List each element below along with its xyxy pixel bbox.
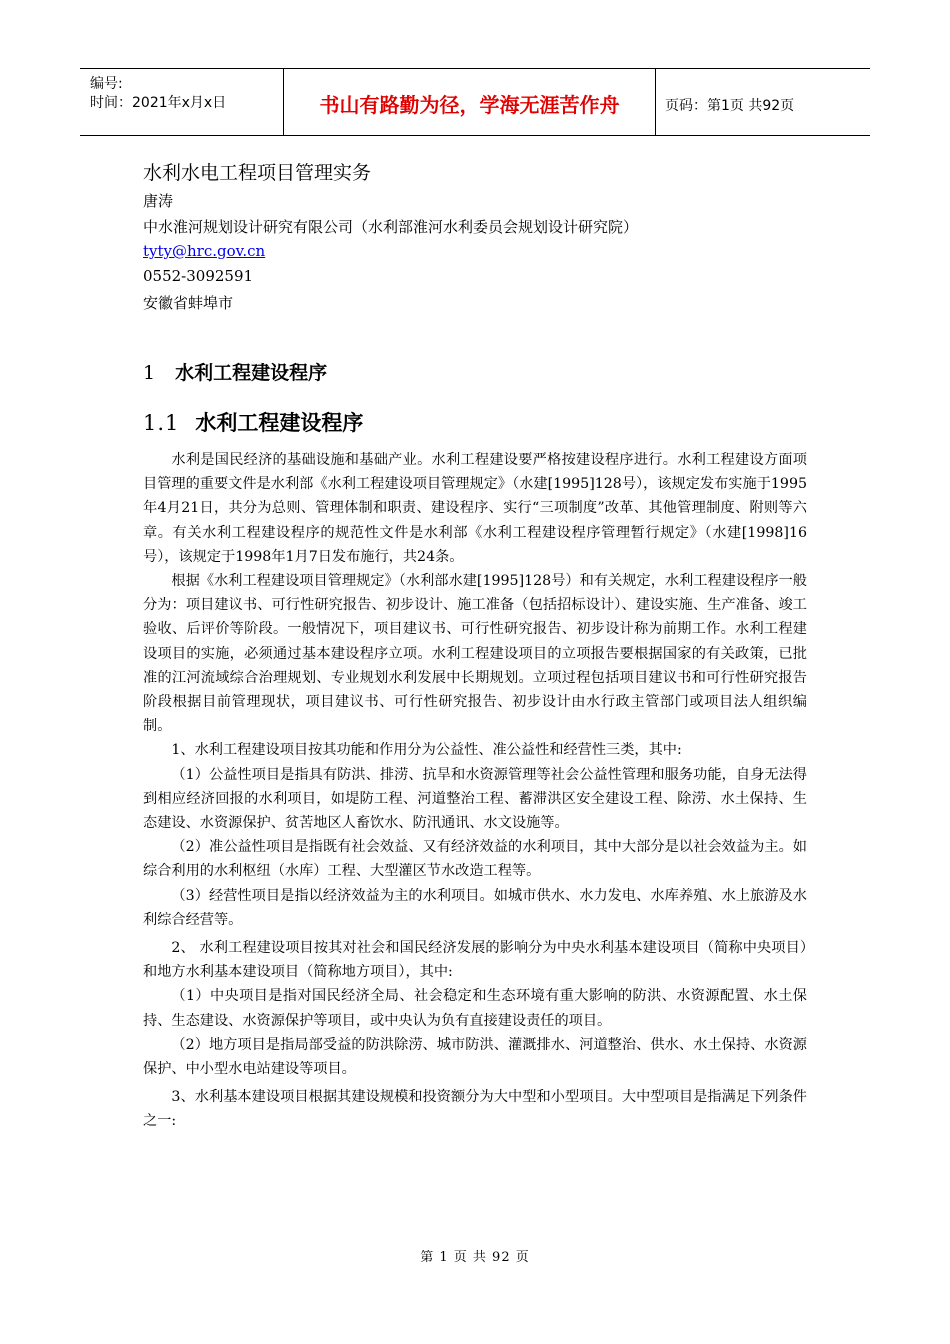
page-header bbox=[80, 68, 870, 136]
phone: 0552-3092591 bbox=[143, 267, 254, 285]
paragraph: 3、水利基本建设项目根据其建设规模和投资额分为大中型和小型项目。大中型项目是指满足下列条件之一: bbox=[143, 1089, 807, 1130]
paragraph: 水利是国民经济的基础设施和基础产业。水利工程建设要严格按建设程序进行。水利工程建设方面项目管理的重要文件是水利部《水利工程建设项目管理规定》（水建[1995]128号），该规定发布实施于1995年4月21日，共分为总则、管理体制和职责、建设程序、实行“三项制度”改革、其他管理制度、附则等六章。有关水利工程建设程序的规范性文件是水利部《水利工程建设程序管理暂行规定》（水建[1998]16号），该规定于1998年1月7日发布施行，共24条。 bbox=[143, 452, 807, 565]
body-text bbox=[143, 448, 807, 1134]
author: 唐涛 bbox=[143, 192, 174, 210]
section-title: 水利工程建设程序 bbox=[195, 411, 364, 435]
header-page-info: 页码：第1页 共92页 bbox=[665, 98, 795, 114]
section-heading-1-1 bbox=[143, 407, 363, 437]
header-motto: 书山有路勤为径，学海无涯苦作舟 bbox=[319, 93, 620, 117]
header-divider bbox=[655, 69, 656, 136]
section-title: 水利工程建设程序 bbox=[175, 362, 328, 384]
paragraph: （1）中央项目是指对国民经济全局、社会稳定和生态环境有重大影响的防洪、水资源配置、水土保持、生态建设、水资源保护等项目，或中央认为负有直接建设责任的项目。 bbox=[143, 988, 807, 1029]
email-link[interactable]: tyty@hrc.gov.cn bbox=[143, 242, 266, 260]
document-title: 水利水电工程项目管理实务 bbox=[143, 162, 372, 184]
organization: 中水淮河规划设计研究有限公司（水利部淮河水利委员会规划设计研究院） bbox=[143, 218, 639, 236]
page-footer: 第 1 页 共 92 页 bbox=[420, 1250, 530, 1265]
paragraph: （3）经营性项目是指以经济效益为主的水利项目。如城市供水、水力发电、水库养殖、水上旅游及水利综合经营等。 bbox=[143, 887, 807, 928]
number-label: 编号: bbox=[90, 76, 123, 92]
section-heading-1 bbox=[143, 358, 327, 385]
header-info bbox=[90, 75, 226, 113]
location: 安徽省蚌埠市 bbox=[143, 294, 234, 312]
paragraph: （1）公益性项目是指具有防洪、排涝、抗旱和水资源管理等社会公益性管理和服务功能，自身无法得到相应经济回报的水利项目，如堤防工程、河道整治工程、蓄滞洪区安全建设工程、除涝、水土保持、生态建设、水资源保护、贫苦地区人畜饮水、防汛通讯、水文设施等。 bbox=[143, 766, 807, 832]
paragraph: 1、水利工程建设项目按其功能和作用分为公益性、准公益性和经营性三类，其中: bbox=[171, 742, 682, 759]
section-number: 1 bbox=[143, 362, 156, 384]
section-number: 1.1 bbox=[143, 411, 180, 435]
paragraph: （2）地方项目是指局部受益的防洪除涝、城市防洪、灌溉排水、河道整治、供水、水土保持、水资源保护、中小型水电站建设等项目。 bbox=[143, 1036, 807, 1078]
paragraph: 2、 水利工程建设项目按其对社会和国民经济发展的影响分为中央水利基本建设项目（简称中央项目）和地方水利基本建设项目（简称地方项目），其中: bbox=[143, 940, 807, 981]
paragraph: 根据《水利工程建设项目管理规定》（水利部水建[1995]128号）和有关规定，水利工程建设程序一般分为：项目建议书、可行性研究报告、初步设计、施工准备（包括招标设计）、建设实施、生产准备、竣工验收、后评价等阶段。一般情况下，项目建议书、可行性研究报告、初步设计称为前期工作。水利工程建设项目的实施，必须通过基本建设程序立项。水利工程建设项目的立项报告要根据国家的有关政策，已批准的江河流域综合治理规划、专业规划水利发展中长期规划。立项过程包括项目建议书和可行性研究报告阶段根据目前管理现状，项目建议书、可行性研究报告、初步设计由水行政主管部门或项目法人组织编制。 bbox=[143, 573, 807, 735]
paragraph: （2）准公益性项目是指既有社会效益、又有经济效益的水利项目，其中大部分是以社会效益为主。如综合利用的水利枢纽（水库）工程、大型灌区节水改造工程等。 bbox=[143, 839, 807, 880]
time-label: 时间：2021年x月x日 bbox=[90, 95, 227, 111]
